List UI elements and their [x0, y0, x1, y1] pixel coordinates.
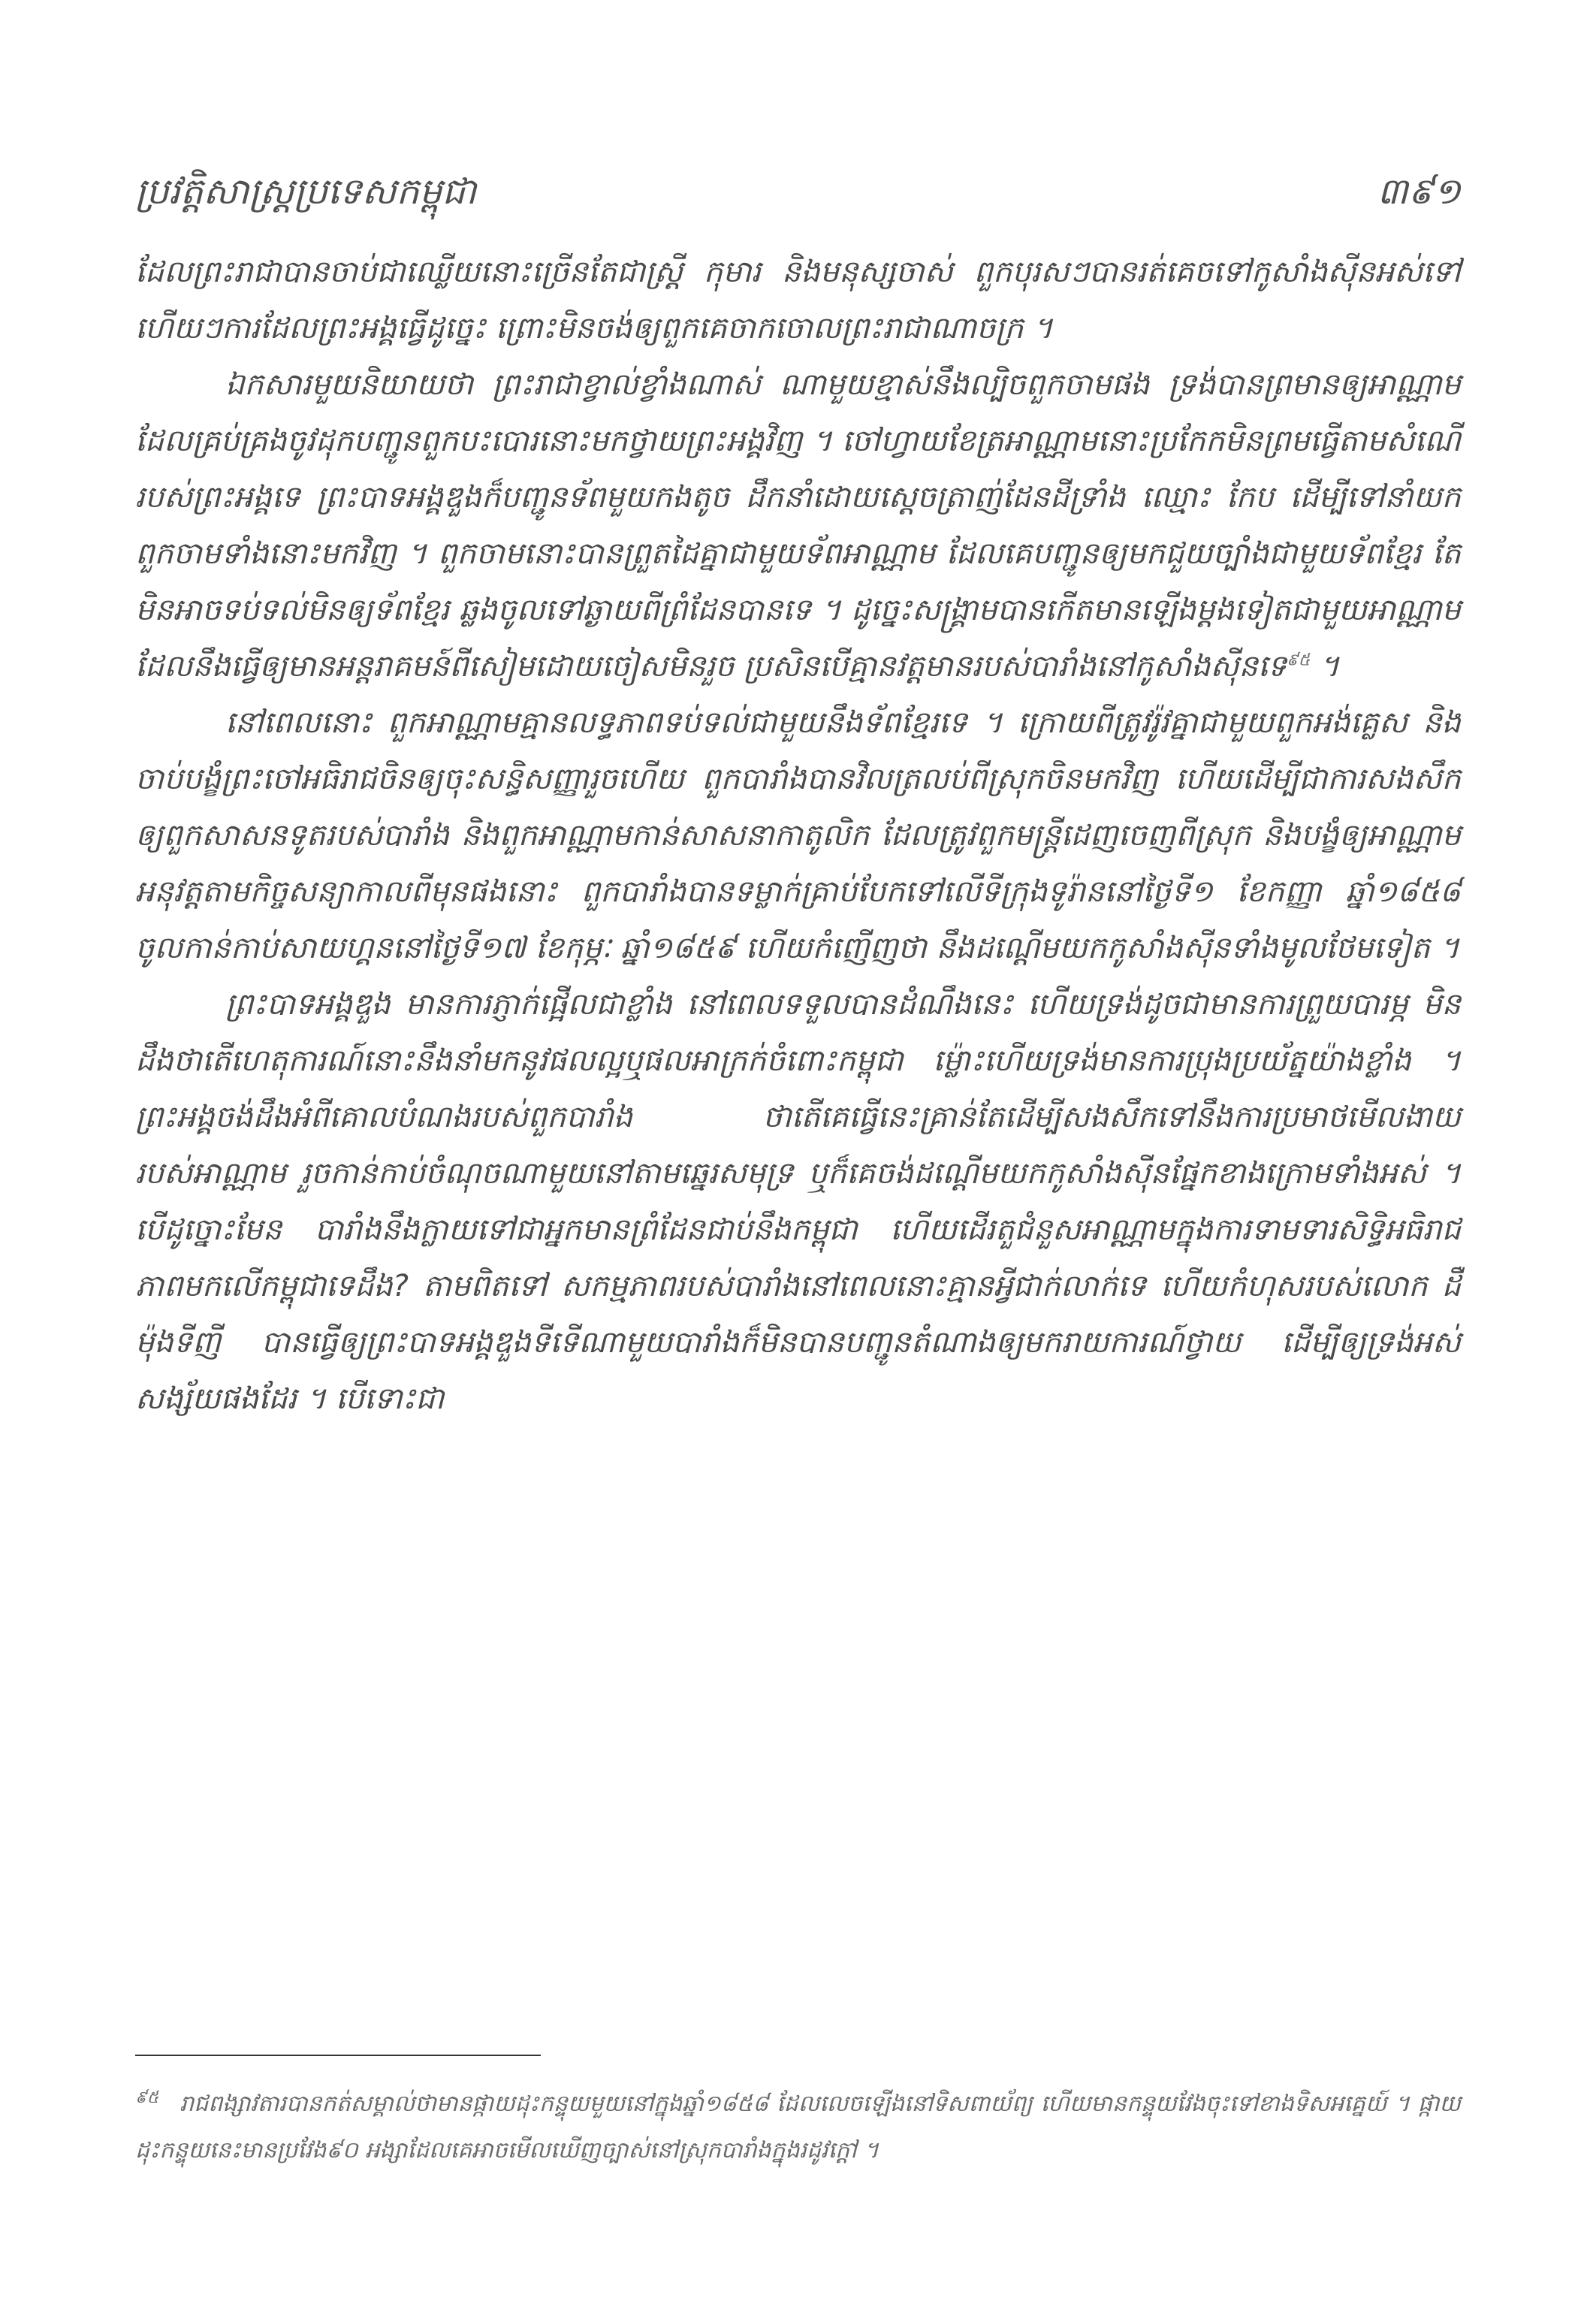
paragraph-2-text: ឯកសារមួយនិយាយថា ព្រះរាជាខ្វាល់ខ្វាំងណាស់ ណាមួយខ្មាស់នឹងល្បិចពួកចាមផង ទ្រង់បានព្រមានឲ្យអាណ្ណាមដែលគ្រប់គ្រងចូវដុកបញ្ជូនពួកបះបោរនោះមកថ្វាយព្រះអង្គវិញ ។ ចៅហ្វាយខែត្រអាណ្ណាមនោះប្រកែកមិនព្រមធ្វើតាមសំណើរបស់ព្រះអង្គទេ ព្រះបាទអង្គឌួងក៏បញ្ជូនទ័ពមួយកងតូច ដឹកនាំដោយស្តេចត្រាញ់ដែនដីទ្រាំង ឈ្មោះ កែប ដើម្បីទៅនាំយកពួកចាមទាំងនោះមកវិញ ។ ពួកចាមនោះបានព្រួតដៃគ្នាជាមួយទ័ពអាណ្ណាម ដែលគេបញ្ជូនឲ្យមកជួយច្បាំងជាមួយទ័ពខ្មែរ តែមិនអាចទប់ទល់មិនឲ្យទ័ពខ្មែរ ឆ្លងចូលទៅឆ្ងាយពីព្រំដែនបានទេ ។ ដូច្នេះសង្គ្រាមបានកើតមានឡើងម្តងទៀតជាមួយអាណ្ណាម ដែលនឹងធ្វើឲ្យមានអន្តរាគមន៍ពីសៀមដោយចៀសមិនរួច ប្រសិនបើគ្មានវត្តមានរបស់បារាំងនៅកូសាំងស៊ីនទេ	[135, 367, 1461, 684]
paragraph-2	[135, 357, 1461, 695]
footnote-divider	[135, 2055, 541, 2056]
running-header	[135, 162, 1461, 222]
paragraph-2-tail: ។	[1310, 649, 1340, 684]
paragraph-3	[135, 695, 1461, 977]
paragraph-4	[135, 977, 1461, 1427]
paragraph-4-text: ព្រះបាទអង្គឌួង មានការភ្ញាក់ផ្អើលជាខ្លាំង នៅពេលទទួលបានដំណឹងនេះ ហើយទ្រង់ដូចជាមានការព្រួយបារម្ភ មិនដឹងថាតើហេតុការណ៍នោះនឹងនាំមកនូវផលល្អឬផលអាក្រក់ចំពោះកម្ពុជា ម្ល៉ោះហើយទ្រង់មានការប្រុងប្រយ័ត្នយ៉ាងខ្លាំង ។ ព្រះអង្គចង់ដឹងអំពីគោលបំណងរបស់ពួកបារាំង ថាតើគេធ្វើនេះគ្រាន់តែដើម្បីសងសឹកទៅនឹងការប្រមាថមើលងាយរបស់អាណ្ណាម រួចកាន់កាប់ចំណុចណាមួយនៅតាមឆ្នេរសមុទ្រ ឬក៏គេចង់ដណ្តើមយកកូសាំងស៊ីនផ្នែកខាងក្រោមទាំងអស់ ។ បើដូច្នោះមែន បារាំងនឹងក្លាយទៅជាអ្នកមានព្រំដែនជាប់នឹងកម្ពុជា ហើយដើរតួជំនួសអាណ្ណាមក្នុងការទាមទារសិទ្ធិអធិរាជភាពមកលើកម្ពុជាទេដឹង? តាមពិតទៅ សកម្មភាពរបស់បារាំងនៅពេលនោះគ្មានអ្វីជាក់លាក់ទេ ហើយកំហុសរបស់លោក ដឺម៉ុងទីញី បានធ្វើឲ្យព្រះបាទអង្គឌួងទីទើណាមួយបារាំងក៏មិនបានបញ្ជូនតំណាងឲ្យមករាយការណ៍ថ្វាយ ដើម្បីឲ្យទ្រង់អស់សង្ស័យផងដែរ ។ បើទោះជា	[135, 987, 1461, 1416]
page-number: ៣៩១	[1377, 171, 1461, 213]
footnote-text: រាជពង្សាវតារបានកត់សម្គាល់ថាមានផ្កាយដុះកន្ទុយមួយនៅក្នុងឆ្នាំ១៨៥៨ ដែលលេចឡើងនៅទិសពាយ័ព្យ ហើយមានកន្ទុយវែងចុះទៅខាងទិសអគ្នេយ៍ ។ ផ្កាយដុះកន្ទុយនេះមានប្រវែង៩០ អង្សាដែលគេអាចមើលឃើញច្បាស់នៅស្រុកបារាំងក្នុងរដូវក្តៅ ។	[135, 2091, 1461, 2164]
running-title: ប្រវត្តិសាស្ត្រប្រទេសកម្ពុជា	[135, 171, 477, 213]
body-text	[135, 244, 1461, 1427]
paragraph-3-text: នៅពេលនោះ ពួកអាណ្ណាមគ្មានលទ្ធភាពទប់ទល់ជាមួយនឹងទ័ពខ្មែរទេ ។ ក្រោយពីត្រូវរ៉ូវគ្នាជាមួយពួកអង់គ្លេស និងចាប់បង្ខំព្រះចៅអធិរាជចិនឲ្យចុះសន្ធិសញ្ញារួចហើយ ពួកបារាំងបានវិលត្រលប់ពីស្រុកចិនមកវិញ ហើយដើម្បីជាការសងសឹកឲ្យពួកសាសនទូតរបស់បារាំង និងពួកអាណ្ណាមកាន់សាសនាកាតូលិក ដែលត្រូវពួកមន្ត្រីដេញចេញពីស្រុក និងបង្ខំឲ្យអាណ្ណាមអនុវត្តតាមកិច្ចសន្យាកាលពីមុនផងនោះ ពួកបារាំងបានទម្លាក់គ្រាប់បែកទៅលើទីក្រុងទូរ៉ាននៅថ្ងៃទី១ ខែកញ្ញា ឆ្នាំ១៨៥៨ ចូលកាន់កាប់សាយហ្គននៅថ្ងៃទី១៧ ខែកុម្ភៈ ឆ្នាំ១៨៥៩ ហើយកំញើញថា នឹងដណ្តើមយកកូសាំងស៊ីនទាំងមូលថែមទៀត ។	[135, 705, 1461, 965]
footnote-mark: ៩៥	[135, 2088, 159, 2107]
footnote-reference[interactable]: ៩៥	[1287, 651, 1311, 670]
paragraph-1-text: ដែលព្រះរាជាបានចាប់ជាឈ្លើយនោះច្រើនតែជាស្ត្រី កុមារ និងមនុស្សចាស់ ពួកបុរសៗបានរត់គេចទៅកូសាំងស៊ីនអស់ទៅហើយៗការដែលព្រះអង្គធ្វើដូច្នេះ ព្រោះមិនចង់ឲ្យពួកគេចាកចោលព្រះរាជាណាចក្រ ។	[135, 255, 1461, 346]
paragraph-1	[135, 244, 1461, 357]
footnote	[135, 2081, 1461, 2174]
